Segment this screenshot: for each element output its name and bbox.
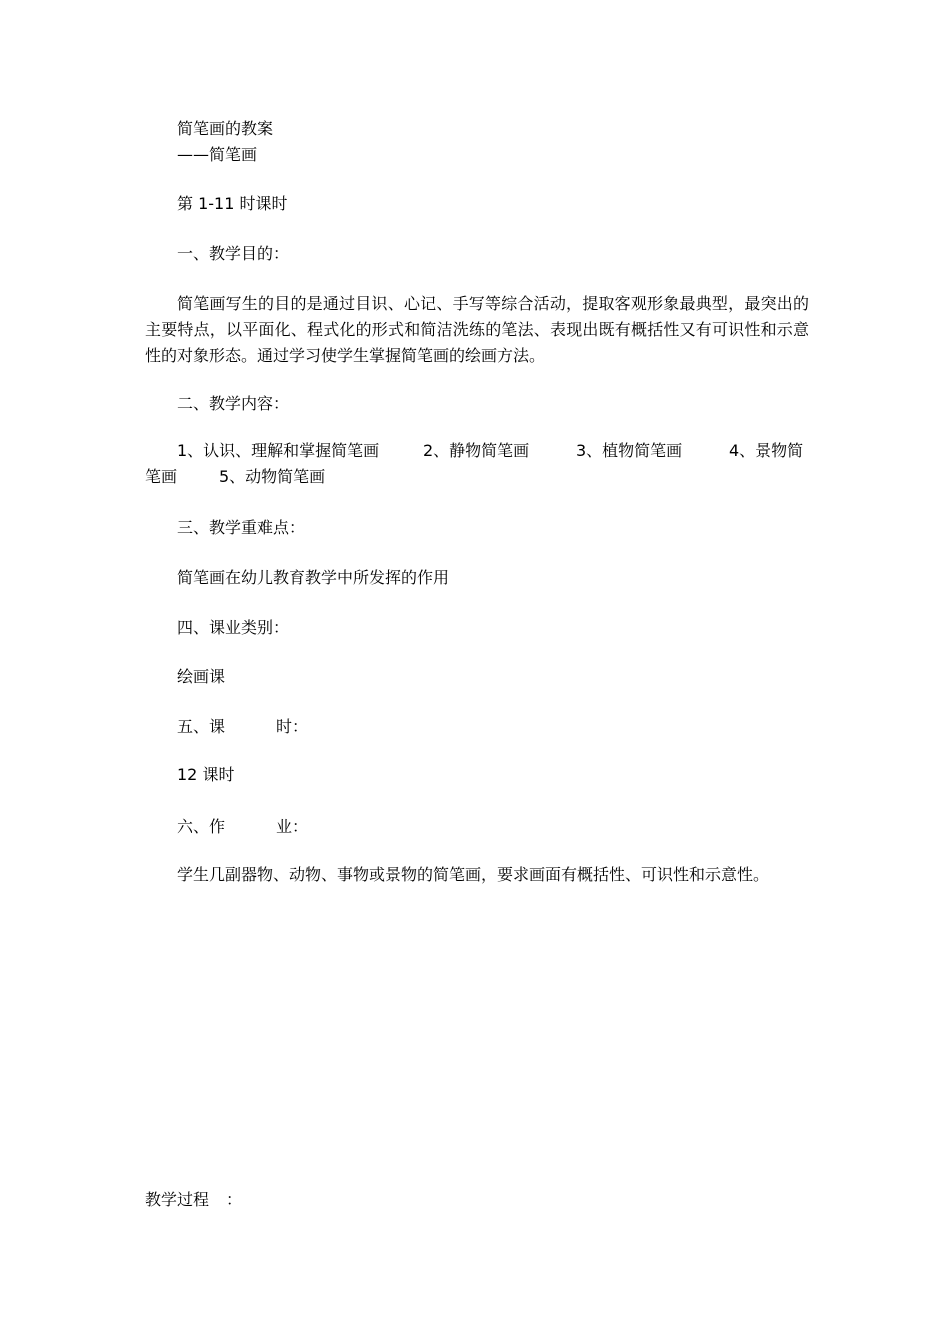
content-item-4: 4、景物简 (729, 441, 804, 460)
section-5-heading-left: 五、课 (177, 717, 226, 736)
section-6-heading-right: 业： (276, 817, 309, 836)
section-5-heading-right: 时： (276, 717, 309, 736)
section-4-heading: 四、课业类别： (177, 618, 290, 637)
section-1-heading: 一、教学目的： (177, 244, 290, 263)
section-2-heading: 二、教学内容： (177, 394, 290, 413)
teaching-process-colon: ： (226, 1190, 243, 1209)
section-3-body: 简笔画在幼儿教育教学中所发挥的作用 (177, 568, 450, 587)
section-6-body: 学生几副器物、动物、事物或景物的简笔画，要求画面有概括性、可识性和示意性。 (177, 865, 770, 884)
content-item-3: 3、植物简笔画 (576, 441, 683, 460)
section-6-heading-left: 六、作 (177, 817, 226, 836)
lesson-hours-line: 第 1-11 时课时 (177, 194, 288, 213)
section-5-body: 12 课时 (177, 765, 235, 784)
teaching-process-label: 教学过程 (145, 1190, 210, 1209)
content-item-5: 5、动物简笔画 (219, 467, 326, 486)
section-1-body: 简笔画写生的目的是通过目识、心记、手写等综合活动，提取客观形象最典型，最突出的主要特点，以平面化、程式化的形式和简洁洗练的笔法、表现出既有概括性又有可识性和示意性的对象形态。通过学习使学生掌握简笔画的绘画方法。 (145, 294, 809, 365)
content-item-4-continued: 笔画 (145, 467, 178, 486)
section-3-heading: 三、教学重难点： (177, 518, 306, 537)
document-subtitle: ——简笔画 (177, 145, 258, 164)
document-title: 简笔画的教案 (177, 119, 274, 138)
section-4-body: 绘画课 (177, 667, 226, 686)
content-item-1: 1、认识、理解和掌握简笔画 (177, 441, 380, 460)
content-item-2: 2、静物简笔画 (423, 441, 530, 460)
